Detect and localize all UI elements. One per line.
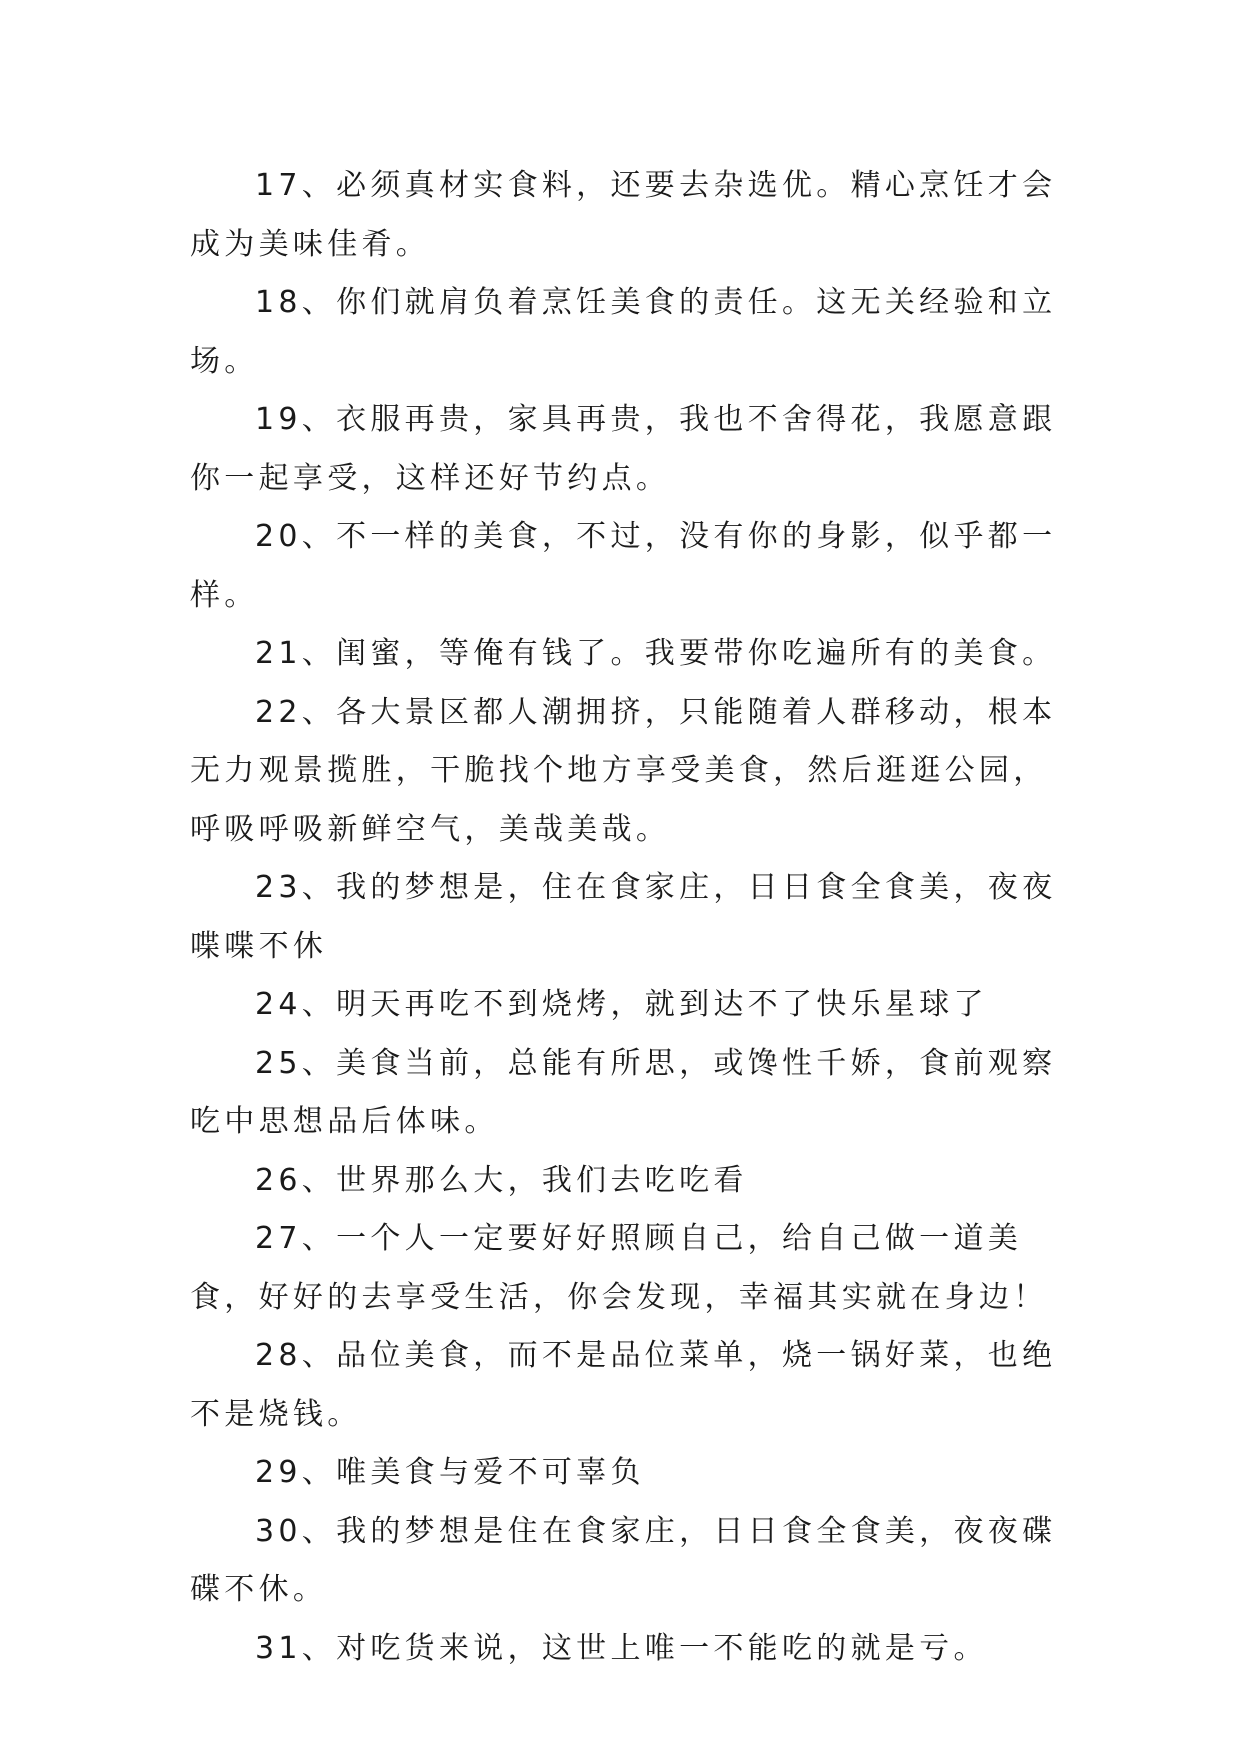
paragraph-29: 29、唯美食与爱不可辜负 (255, 1455, 645, 1490)
paragraph-27: 27、一个人一定要好好照顾自己，给自己做一道美食，好好的去享受生活，你会发现，幸福其实就在身边！ (190, 1221, 1048, 1315)
paragraph-24: 24、明天再吃不到烧烤，就到达不了快乐星球了 (255, 987, 988, 1022)
paragraph-28: 28、品位美食，而不是品位菜单，烧一锅好菜，也绝不是烧钱。 (190, 1338, 1057, 1432)
paragraph-25: 25、美食当前，总能有所思，或馋性千娇，食前观察吃中思想品后体味。 (190, 1045, 1057, 1139)
paragraph-30: 30、我的梦想是住在食家庄，日日食全食美，夜夜碟碟不休。 (190, 1513, 1057, 1607)
paragraph-21: 21、闺蜜，等俺有钱了。我要带你吃遍所有的美食。 (255, 636, 1057, 671)
paragraph-20: 20、不一样的美食，不过，没有你的身影，似乎都一样。 (190, 519, 1057, 613)
paragraph-23: 23、我的梦想是，住在食家庄，日日食全食美，夜夜喋喋不休 (190, 870, 1057, 964)
paragraph-26: 26、世界那么大，我们去吃吃看 (255, 1162, 748, 1198)
paragraph-19: 19、衣服再贵，家具再贵，我也不舍得花，我愿意跟你一起享受，这样还好节约点。 (190, 402, 1057, 496)
document-body (190, 157, 1070, 1678)
paragraph-17: 17、必须真材实食料，还要去杂选优。精心烹饪才会成为美味佳肴。 (190, 168, 1057, 262)
paragraph-31: 31、对吃货来说，这世上唯一不能吃的就是亏。 (255, 1630, 988, 1666)
paragraph-22: 22、各大景区都人潮拥挤，只能随着人群移动，根本无力观景揽胜，干脆找个地方享受美食，然后逛逛公园，呼吸呼吸新鲜空气，美哉美哉。 (190, 694, 1057, 847)
paragraph-18: 18、你们就肩负着烹饪美食的责任。这无关经验和立场。 (190, 285, 1057, 379)
